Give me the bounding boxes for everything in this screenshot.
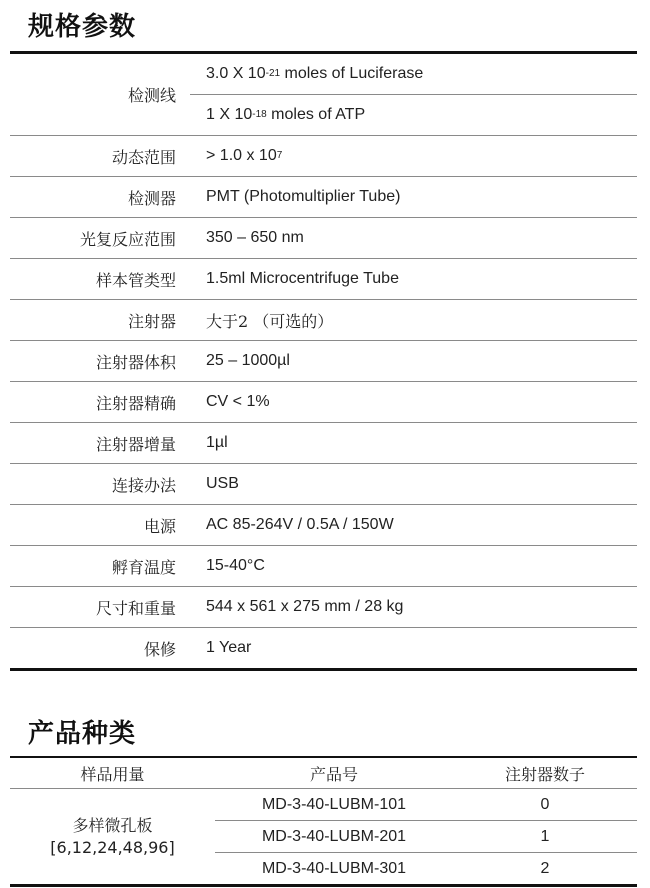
detection-line-1-prefix: 3.0 X 10: [206, 65, 266, 82]
table-row: [215, 821, 637, 853]
spec-label: 光复反应范围: [79, 229, 176, 249]
detection-line-2-suffix: moles of ATP: [266, 106, 366, 123]
spec-row: [10, 464, 637, 505]
injector-count: 1: [540, 827, 550, 845]
spec-label: 电源: [143, 516, 176, 536]
product-code: MD-3-40-LUBM-201: [261, 827, 407, 845]
product-code: MD-3-40-LUBM-101: [261, 795, 407, 813]
spec-row: [10, 587, 637, 628]
spec-row: [10, 259, 637, 300]
spec-label: 注射器增量: [95, 434, 176, 454]
spec-row: [10, 546, 637, 587]
spec-value: 15-40°C: [206, 557, 265, 574]
spec-value: 350 – 650 nm: [206, 229, 304, 246]
spec-label: 动态范围: [111, 147, 176, 167]
spec-label: 孵育温度: [111, 557, 176, 577]
product-section-title: 产品种类: [28, 719, 137, 749]
spec-row: [10, 300, 637, 341]
spec-label: 检测线: [127, 86, 176, 105]
spec-row: [10, 505, 637, 546]
product-table: [10, 756, 637, 887]
spec-row: [10, 628, 637, 668]
spec-row: [10, 341, 637, 382]
product-table-body: [10, 789, 637, 884]
product-code: MD-3-40-LUBM-301: [261, 859, 407, 877]
spec-label: 注射器精确: [95, 393, 176, 413]
table-row: [215, 853, 637, 884]
spec-label: 连接办法: [111, 475, 176, 495]
product-table-header: [10, 758, 637, 789]
spec-label: 保修: [143, 639, 176, 659]
spec-row: [10, 218, 637, 259]
header-product-code: 产品号: [309, 764, 358, 784]
spec-value: USB: [206, 475, 239, 492]
spec-value: 1µl: [206, 434, 228, 451]
spec-value: CV < 1%: [206, 393, 270, 410]
spec-value: [190, 54, 637, 135]
spec-label: 注射器: [127, 311, 176, 331]
sample-cell: [10, 789, 215, 884]
spec-value: 25 – 1000µl: [206, 352, 290, 369]
spec-value: 大于2 （可选的）: [206, 311, 334, 331]
detection-line-1-suffix: moles of Luciferase: [280, 65, 424, 82]
detection-line-2-prefix: 1 X 10: [206, 106, 253, 123]
detection-line-2: 1 X 10 -18 moles of ATP: [206, 106, 366, 123]
spec-value: > 1.0 x 10 7: [206, 147, 283, 164]
spec-value: 1 Year: [206, 639, 252, 656]
dynamic-range-prefix: > 1.0 x 10: [206, 147, 277, 164]
spec-value: 544 x 561 x 275 mm / 28 kg: [206, 598, 404, 615]
sample-line-1: 多样微孔板: [72, 815, 153, 835]
spec-row: [10, 177, 637, 218]
spec-row: [10, 382, 637, 423]
table-row: [215, 789, 637, 821]
header-sample-volume: 样品用量: [80, 764, 145, 784]
spec-label: 注射器体积: [95, 352, 176, 372]
spec-row: [10, 423, 637, 464]
injector-count: 2: [540, 859, 550, 877]
spec-table: [10, 51, 637, 671]
header-injector-count: 注射器数子: [504, 764, 585, 784]
spec-section-title: 规格参数: [28, 12, 137, 42]
product-rows: [215, 789, 637, 884]
detection-line-1: 3.0 X 10 -21 moles of Luciferase: [190, 54, 637, 95]
injector-count: 0: [540, 795, 550, 813]
spec-value: 1.5ml Microcentrifuge Tube: [206, 270, 399, 287]
sample-line-2: [6,12,24,48,96]: [50, 837, 175, 857]
spec-label: 样本管类型: [95, 270, 176, 290]
spec-label: 尺寸和重量: [95, 598, 176, 618]
spec-row-detection: [10, 54, 637, 136]
spec-value: PMT (Photomultiplier Tube): [206, 188, 401, 205]
spec-label: 检测器: [127, 188, 176, 208]
spec-row-dynamic-range: [10, 136, 637, 177]
spec-value: AC 85-264V / 0.5A / 150W: [206, 516, 394, 533]
